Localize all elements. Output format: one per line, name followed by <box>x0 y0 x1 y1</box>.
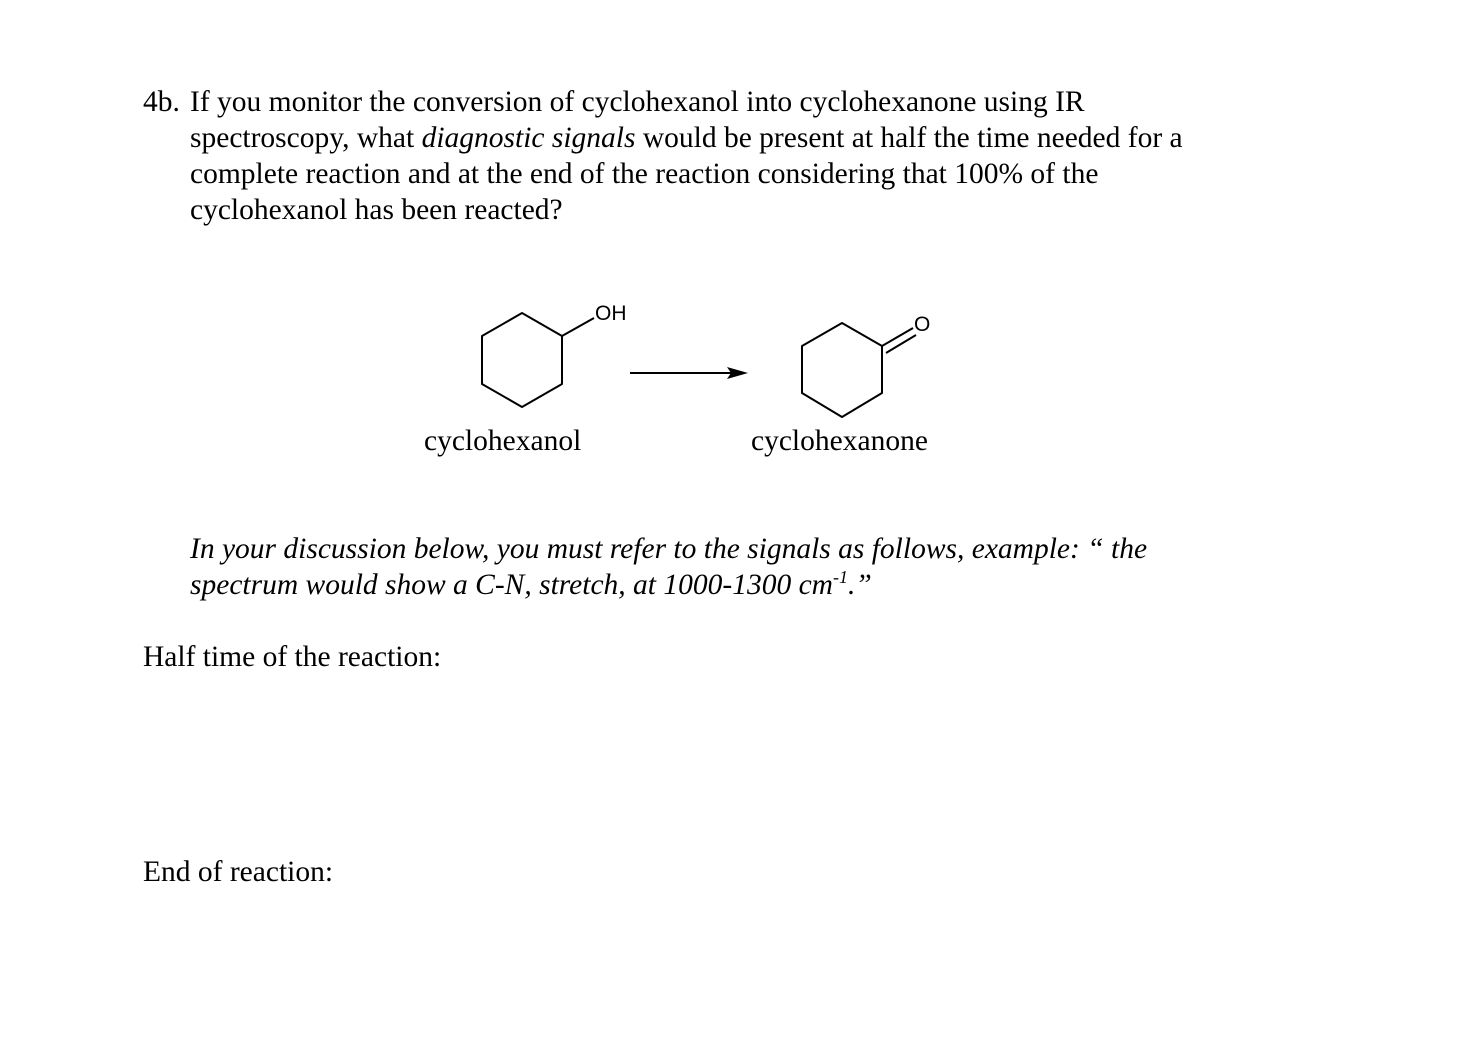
question-line: spectroscopy, what diagnostic signals would be present at half the time needed for a <box>190 122 1183 154</box>
reactant-name: cyclohexanol <box>424 425 582 457</box>
half-time-label: Half time of the reaction: <box>143 641 442 673</box>
half-time-answer-area[interactable] <box>143 680 1243 850</box>
question-line: complete reaction and at the end of the reaction considering that 100% of the <box>190 158 1099 190</box>
c-o-double-bond <box>886 335 916 353</box>
instruction-line: spectrum would show a C-N, stretch, at 1000-1300 $cm^{-1}$.” <box>190 567 872 601</box>
question-line: cyclohexanol has been reacted? <box>190 194 563 226</box>
cyclohexanol-ring <box>482 313 562 407</box>
emphasis-diagnostic-signals: diagnostic signals <box>421 122 636 154</box>
end-of-reaction-label: End of reaction: <box>143 856 334 888</box>
question-number: 4b. <box>143 86 180 118</box>
question-line: If you monitor the conversion of cyclohexanol into cyclohexanone using IR <box>190 86 1085 118</box>
superscript-exponent: -1 <box>832 567 848 588</box>
end-of-reaction-answer-area[interactable] <box>143 895 1243 1045</box>
oh-label: OH <box>595 302 627 325</box>
c-o-double-bond <box>882 328 913 346</box>
instruction-line: In your discussion below, you must refer to the signals as follows, example: “ the <box>190 533 1148 565</box>
c-oh-bond <box>562 318 594 336</box>
instruction-text <box>190 531 1330 603</box>
o-label: O <box>914 313 931 336</box>
cyclohexanone-ring <box>802 323 882 417</box>
product-name: cyclohexanone <box>751 425 928 457</box>
